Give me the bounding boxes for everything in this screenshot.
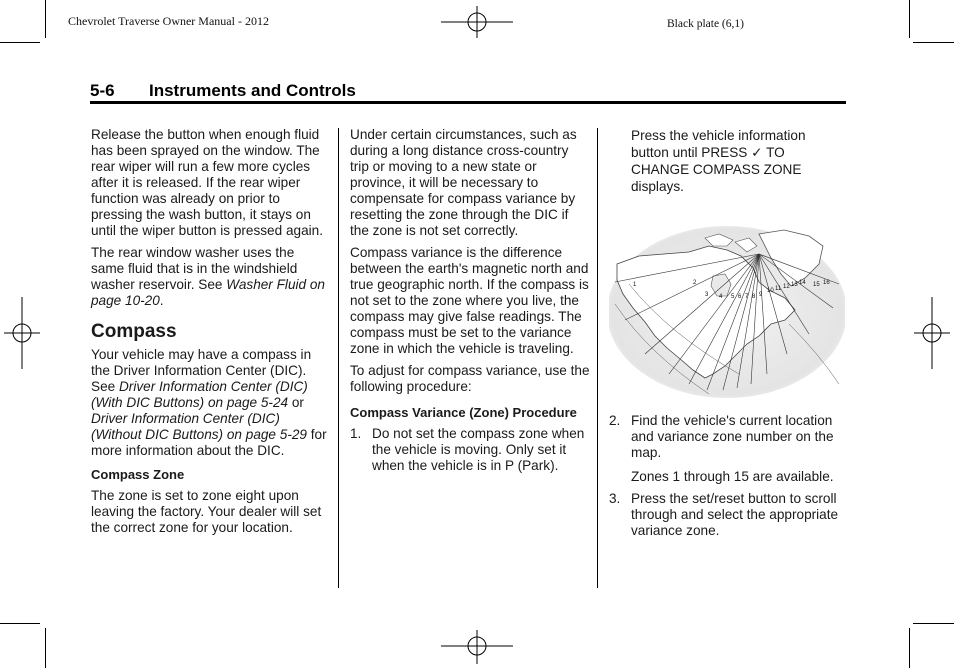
step-1-continued: Press the vehicle information button until PRESS ✓ TO CHANGE COMPASS ZONE displays. [631,128,806,194]
step-number: 1. [350,426,362,441]
step-2-note: Zones 1 through 15 are available. [631,469,834,484]
crop-mark [45,628,46,668]
dic-with-buttons-link[interactable]: Driver Information Center (DIC) (With DIC Buttons) on page 5-24 [91,379,308,410]
registration-mark-top [441,6,513,38]
zone-label: 5 [731,294,735,300]
zone-label: 11 [775,286,782,292]
step-number: 2. [609,413,621,428]
section-number: 5-6 [90,81,115,100]
step-text: Find the vehicle's current location and variance zone number on the map. [631,413,834,460]
crop-mark [909,0,910,38]
step-number: 3. [609,491,621,506]
zone-label: 8 [752,294,756,300]
paragraph-compass: Your vehicle may have a compass in the Driver Information Center (DIC). See Driver Information Center (DIC) (With DIC Buttons) on page 5-24 or Driver Information Center (DIC) (Without DIC Buttons) on page 5-29 for more information about the DIC. [91,347,327,458]
zone-label: 14 [799,280,806,286]
column-3 [609,127,845,195]
registration-mark-right [914,297,950,369]
crop-mark [909,628,910,668]
step-1 [350,426,590,474]
paragraph: To adjust for compass variance, use the following procedure: [350,363,590,394]
compass-heading: Compass [91,321,177,342]
crop-mark [0,623,40,624]
zone-label: 13 [791,282,798,288]
section-title: Instruments and Controls [149,81,356,100]
manual-title: Chevrolet Traverse Owner Manual - 2012 [68,14,269,28]
paragraph-washer: The rear window washer uses the same fluid that is in the windshield washer reservoir. See Washer Fluid on page 10-20. [91,245,325,308]
registration-mark-bottom [441,630,513,664]
crop-mark [913,42,954,43]
zone-label: 3 [705,292,709,298]
zone-label: 6 [738,294,742,300]
section-rule [90,101,846,104]
zone-label: 1 [633,282,637,288]
crop-mark [913,623,954,624]
zone-label: 10 [767,288,774,294]
paragraph: Compass variance is the difference between the earth's magnetic north and true geographic north. If the compass is not set to the zone where you live, the compass may give false readings. The compass must be set to the variance zone in which the vehicle is traveling. [350,245,589,356]
paragraph: Under certain circumstances, such as during a long distance cross-country trip or moving to a new state or province, it will be necessary to compensate for compass variance by resetting the zone through the DIC if the zone is not set correctly. [350,127,577,238]
column-divider [597,128,598,588]
registration-mark-left [4,297,40,369]
zone-label: 4 [719,294,723,300]
column-1 [91,127,331,542]
washer-fluid-link[interactable]: Washer Fluid on page 10-20 [91,277,325,308]
plate-label: Black plate (6,1) [667,18,744,30]
zone-label: 7 [745,294,749,300]
column-2 [350,127,590,474]
compass-zone-heading: Compass Zone [91,467,185,482]
crop-mark [0,42,40,43]
zone-label: 2 [693,280,697,286]
zone-label: 16 [823,280,830,286]
step-text: Do not set the compass zone when the vehicle is moving. Only set it when the vehicle is in P (Park). [372,426,585,473]
paragraph: Release the button when enough fluid has been sprayed on the window. The rear wiper will run a few more cycles after it is released. If the rear wiper function was already on prior to pressing the wash button, it stays on until the wiper button is pressed again. [91,127,323,238]
dic-without-buttons-link[interactable]: Driver Information Center (DIC) (Without DIC Buttons) on page 5-29 [91,411,307,442]
column-3-steps [609,413,845,539]
step-2 [609,413,845,461]
step-3 [609,491,845,539]
paragraph-zone: The zone is set to zone eight upon leaving the factory. Your dealer will set the correct zone for your location. [91,488,322,535]
checkmark-icon: ✓ [751,145,763,160]
zone-label: 15 [813,282,820,288]
zone-label: 12 [783,284,790,290]
step-text: Press the set/reset button to scroll through and select the appropriate variance zone. [631,491,839,538]
crop-mark [45,0,46,38]
procedure-heading: Compass Variance (Zone) Procedure [350,405,577,420]
column-divider [338,128,339,588]
zone-label: 9 [759,292,763,298]
compass-variance-zone-map [609,224,845,404]
